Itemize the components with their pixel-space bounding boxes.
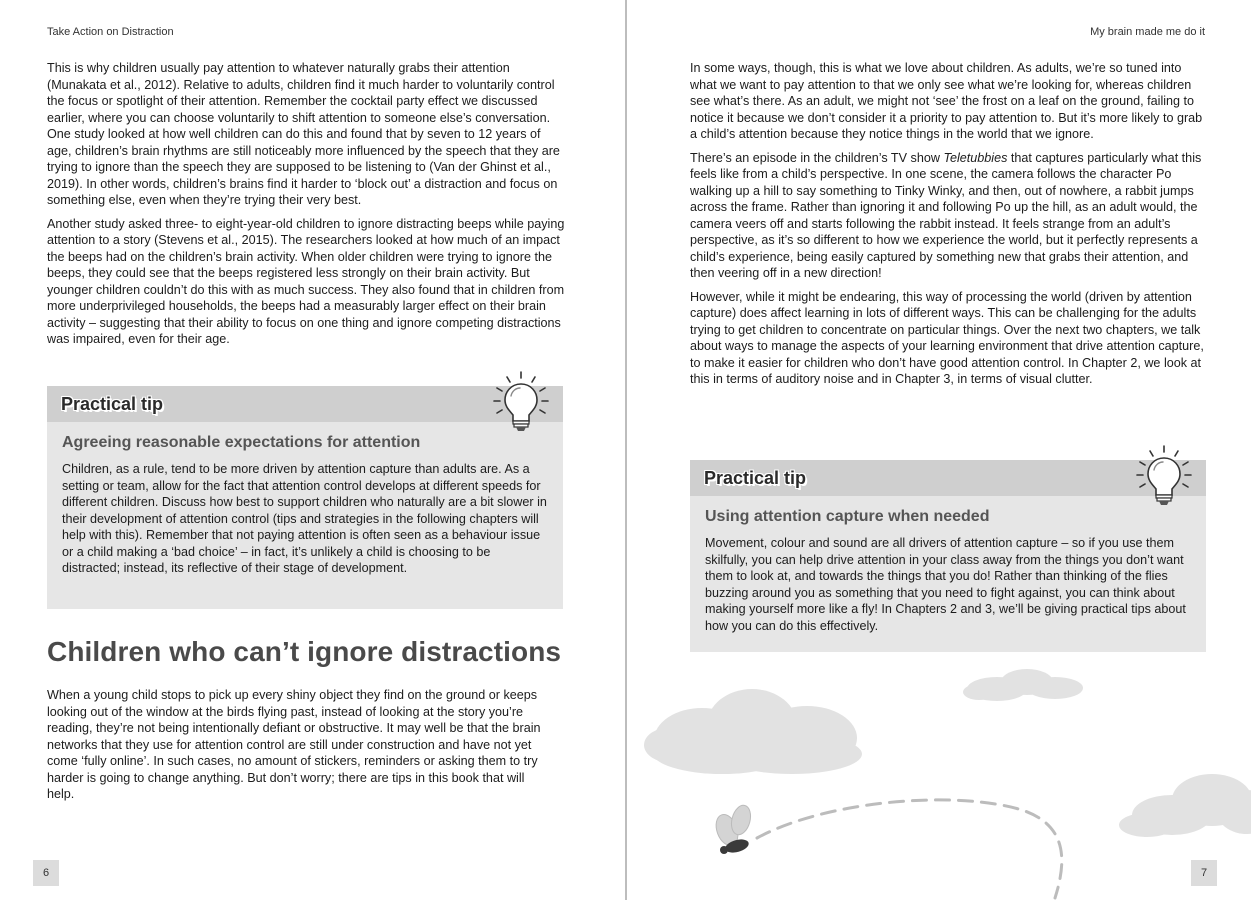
tip-text: Children, as a rule, tend to be more driven by attention capture than adults are. As a setting or team, allow for the fact that attention control develops at different speeds for different children. Discuss how best to support children who naturally are a bit slower in their development of attention control (tips and strategies in the following chapters will help with this). Remember that not paying attention is often seen as a behaviour issue or a child making a ‘bad choice’ – in fact, it’s unlikely a child is choosing to be distracted; instead, its reflective of their stage of development.	[62, 462, 547, 575]
clouds-illustration	[627, 660, 1251, 900]
lightbulb-icon	[491, 370, 555, 434]
cloud-icon	[1119, 774, 1251, 837]
section-body-text	[47, 687, 552, 810]
tip-body	[690, 496, 1206, 648]
tip-text: Movement, colour and sound are all drivers of attention capture – so if you use them skilfully, you can help drive attention in your class away from the things you don’t want them to look at, and towards the things that you do! Rather than thinking of the flies buzzing around you as something that you need to fight against, you can think about making yourself more like a fly! In Chapters 2 and 3, we’ll be giving practical tips about how you can do this effectively.	[705, 536, 1186, 633]
practical-tip-box	[690, 460, 1206, 652]
paragraph-text: There’s an episode in the children’s TV show	[690, 150, 944, 165]
left-page	[0, 0, 625, 900]
tip-subheading: Using attention capture when needed	[705, 508, 990, 525]
fly-icon	[712, 803, 753, 855]
tip-header	[690, 460, 1206, 496]
paragraph-text: that captures particularly what this feels like from a child’s perspective. In one scene, the camera follows the character Po walking up a hill to say something to Tinky Winky, and then, out of nowhere, a rabbit jumps across the frame. Rather than ignoring it and following Po up the hill, as an adult would, the camera veers off and starts following the rabbit instead. It feels strange from an adult’s perspective, as it’s so different to how we experience the world, but it perfectly represents a child’s experience, being easily captured by something new that grabs their attention, and then veering off in a new direction!	[690, 150, 1202, 280]
tip-subheading: Agreeing reasonable expectations for attention	[62, 434, 421, 451]
show-title: Teletubbies	[943, 150, 1008, 165]
paragraph: When a young child stops to pick up every shiny object they find on the ground or keeps looking out of the window at the birds flying past, instead of looking at the story you’re reading, they’re not being intentionally defiant or obstructive. It may well be that the brain networks that they use for attention control are still under construction and have not yet come ‘fully online’. In such cases, no amount of stickers, reminders or asking them to try harder is going to change anything. But don’t worry; there are tips in this book that will help.	[47, 688, 541, 801]
right-body-text	[690, 60, 1205, 395]
section-heading: Children who can’t ignore distractions	[47, 636, 562, 667]
cloud-icon	[963, 669, 1083, 701]
running-head-left: Take Action on Distraction	[47, 26, 174, 38]
right-page	[627, 0, 1251, 900]
tip-label: Practical tip	[704, 467, 807, 488]
practical-tip-box	[47, 386, 563, 609]
tip-body	[47, 422, 563, 591]
running-head-right: My brain made me do it	[1090, 26, 1205, 38]
paragraph: However, while it might be endearing, this way of processing the world (driven by attention capture) does affect learning in lots of different ways. This can be challenging for the adults trying to get children to concentrate on particular things. Over the next two chapters, we talk about ways to manage the aspects of your learning environment that drive attention capture, to make it easier for children who don’t have good attention control. In Chapter 2, we look at this in terms of auditory noise and in Chapter 3, in terms of visual clutter.	[690, 289, 1204, 386]
paragraph	[690, 150, 1205, 282]
page-number-left: 6	[33, 860, 59, 886]
tip-header	[47, 386, 563, 422]
page-number-right: 7	[1191, 860, 1217, 886]
paragraph: This is why children usually pay attention to whatever naturally grabs their attention (Munakata et al., 2012). Relative to adults, children find it much harder to voluntarily control the focus or spotlight of their attention. Remember the cocktail party effect we discussed earlier, where you can choose voluntarily to shift attention to someone else’s conversation. One study looked at how well children can do this and found that by seven to 12 years of age, children’s brain rhythms are still noticeably more influenced by the speech that they are trying to ignore than the speech they are supposed to be listening to (Van der Ghinst et al., 2019). In other words, children’s brains find it harder to ‘block out’ a distraction and focus on something else, even when they’re trying their very best.	[47, 61, 560, 207]
lightbulb-icon	[1134, 444, 1198, 508]
tip-label: Practical tip	[61, 393, 164, 414]
paragraph: In some ways, though, this is what we love about children. As adults, we’re so tuned into what we want to pay attention to that we only see what we’re looking for, whereas children see what’s there. As an adult, we might not ‘see’ the frost on a leaf on the ground, failing to notice it because we don’t consider it a priority to pay attention to. But it’s more likely to grab a child’s attention because they notice things in the world that we ignore.	[690, 61, 1203, 141]
paragraph: Another study asked three- to eight-year-old children to ignore distracting beeps while paying attention to a story (Stevens et al., 2015). The researchers looked at how much of an impact the beeps had on the children’s brain activity. When older children were trying to ignore the beeps, they could see that the beeps registered less strongly on their brain activity. But younger children couldn’t do this with as much success. They also found that in children from more underprivileged households, the beeps had a measurably larger effect on their brain activity – suggesting that their ability to focus on one thing and ignore competing distractions was impaired, even for their age.	[47, 216, 565, 346]
cloud-icon	[644, 689, 862, 774]
left-body-text	[47, 60, 565, 355]
